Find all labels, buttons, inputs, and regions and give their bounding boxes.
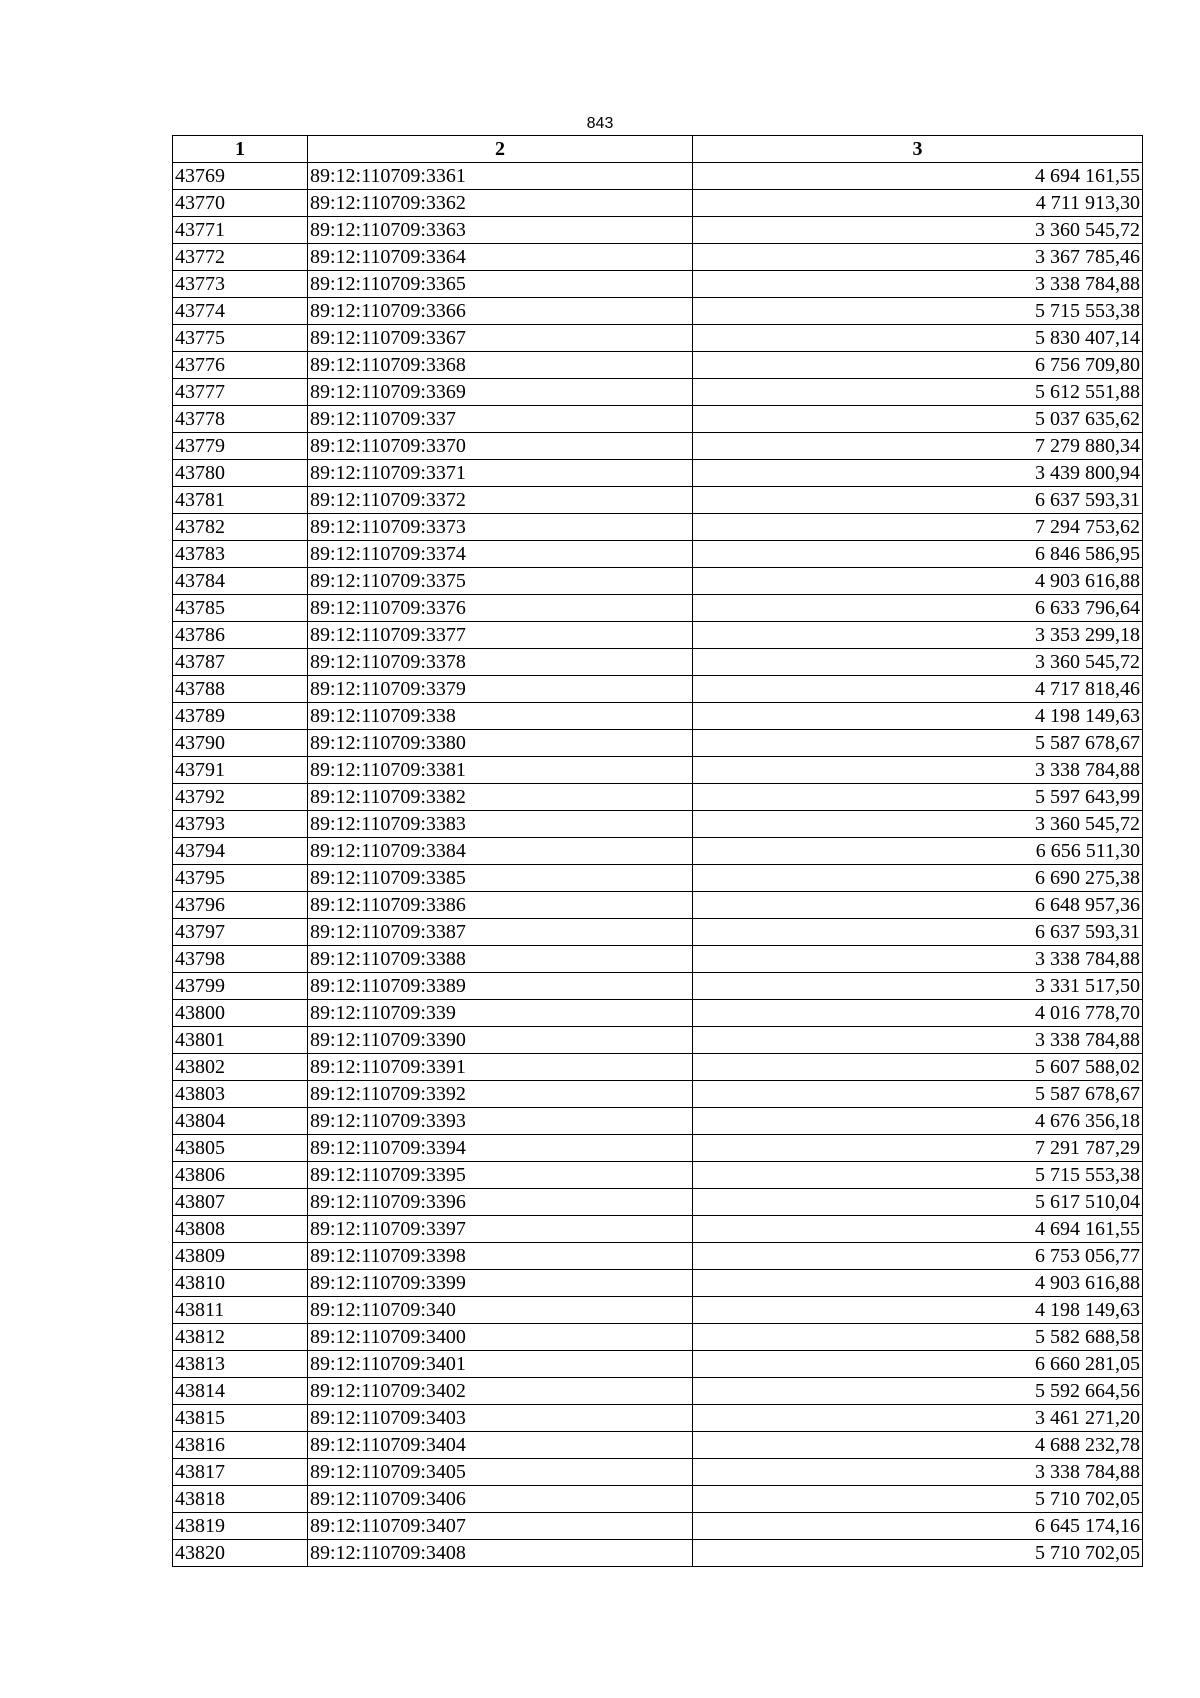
cadastral-number-cell: 89:12:110709:3383 <box>308 811 693 838</box>
cadastral-number-cell: 89:12:110709:3368 <box>308 352 693 379</box>
row-number-cell: 43820 <box>173 1540 308 1567</box>
row-number-cell: 43782 <box>173 514 308 541</box>
value-cell: 6 637 593,31 <box>693 919 1143 946</box>
value-cell: 5 612 551,88 <box>693 379 1143 406</box>
table-row <box>173 1216 1143 1243</box>
cadastral-number-cell: 89:12:110709:3405 <box>308 1459 693 1486</box>
row-number-cell: 43787 <box>173 649 308 676</box>
cadastral-number-cell: 89:12:110709:3395 <box>308 1162 693 1189</box>
table-row <box>173 406 1143 433</box>
table-row <box>173 730 1143 757</box>
row-number-cell: 43814 <box>173 1378 308 1405</box>
cadastral-number-cell: 89:12:110709:3399 <box>308 1270 693 1297</box>
value-cell: 3 360 545,72 <box>693 217 1143 244</box>
table-row <box>173 1162 1143 1189</box>
value-cell: 4 688 232,78 <box>693 1432 1143 1459</box>
table-row <box>173 892 1143 919</box>
row-number-cell: 43780 <box>173 460 308 487</box>
value-cell: 3 338 784,88 <box>693 1027 1143 1054</box>
value-cell: 3 367 785,46 <box>693 244 1143 271</box>
table-row <box>173 1270 1143 1297</box>
value-cell: 5 715 553,38 <box>693 1162 1143 1189</box>
cadastral-number-cell: 89:12:110709:3376 <box>308 595 693 622</box>
row-number-cell: 43813 <box>173 1351 308 1378</box>
value-cell: 3 360 545,72 <box>693 811 1143 838</box>
row-number-cell: 43777 <box>173 379 308 406</box>
table-row <box>173 379 1143 406</box>
value-cell: 6 645 174,16 <box>693 1513 1143 1540</box>
row-number-cell: 43792 <box>173 784 308 811</box>
value-cell: 4 717 818,46 <box>693 676 1143 703</box>
table-row <box>173 1054 1143 1081</box>
value-cell: 5 830 407,14 <box>693 325 1143 352</box>
row-number-cell: 43805 <box>173 1135 308 1162</box>
table-row <box>173 1513 1143 1540</box>
value-cell: 6 633 796,64 <box>693 595 1143 622</box>
value-cell: 6 656 511,30 <box>693 838 1143 865</box>
table-row <box>173 1378 1143 1405</box>
cadastral-number-cell: 89:12:110709:3370 <box>308 433 693 460</box>
value-cell: 5 592 664,56 <box>693 1378 1143 1405</box>
row-number-cell: 43771 <box>173 217 308 244</box>
table-row <box>173 946 1143 973</box>
cadastral-number-cell: 89:12:110709:3361 <box>308 163 693 190</box>
table-row <box>173 973 1143 1000</box>
cadastral-number-cell: 89:12:110709:3375 <box>308 568 693 595</box>
value-cell: 3 439 800,94 <box>693 460 1143 487</box>
cadastral-number-cell: 89:12:110709:3404 <box>308 1432 693 1459</box>
cadastral-number-cell: 89:12:110709:3392 <box>308 1081 693 1108</box>
cadastral-number-cell: 89:12:110709:3382 <box>308 784 693 811</box>
row-number-cell: 43769 <box>173 163 308 190</box>
table-row <box>173 325 1143 352</box>
table-row <box>173 1189 1143 1216</box>
table-row <box>173 919 1143 946</box>
cadastral-number-cell: 89:12:110709:3366 <box>308 298 693 325</box>
table-row <box>173 514 1143 541</box>
cadastral-number-cell: 89:12:110709:3401 <box>308 1351 693 1378</box>
row-number-cell: 43785 <box>173 595 308 622</box>
table-row <box>173 1027 1143 1054</box>
row-number-cell: 43789 <box>173 703 308 730</box>
value-cell: 5 617 510,04 <box>693 1189 1143 1216</box>
row-number-cell: 43772 <box>173 244 308 271</box>
row-number-cell: 43800 <box>173 1000 308 1027</box>
row-number-cell: 43818 <box>173 1486 308 1513</box>
value-cell: 7 291 787,29 <box>693 1135 1143 1162</box>
table-row <box>173 1540 1143 1567</box>
row-number-cell: 43796 <box>173 892 308 919</box>
row-number-cell: 43795 <box>173 865 308 892</box>
value-cell: 6 756 709,80 <box>693 352 1143 379</box>
value-cell: 4 903 616,88 <box>693 568 1143 595</box>
row-number-cell: 43791 <box>173 757 308 784</box>
cadastral-number-cell: 89:12:110709:3396 <box>308 1189 693 1216</box>
value-cell: 6 753 056,77 <box>693 1243 1143 1270</box>
table-row <box>173 703 1143 730</box>
cadastral-number-cell: 89:12:110709:3393 <box>308 1108 693 1135</box>
value-cell: 7 294 753,62 <box>693 514 1143 541</box>
table-row <box>173 811 1143 838</box>
table-row <box>173 1324 1143 1351</box>
value-cell: 4 694 161,55 <box>693 1216 1143 1243</box>
column-header-3: 3 <box>693 136 1143 163</box>
row-number-cell: 43801 <box>173 1027 308 1054</box>
row-number-cell: 43781 <box>173 487 308 514</box>
value-cell: 5 582 688,58 <box>693 1324 1143 1351</box>
value-cell: 3 353 299,18 <box>693 622 1143 649</box>
cadastral-number-cell: 89:12:110709:3364 <box>308 244 693 271</box>
row-number-cell: 43799 <box>173 973 308 1000</box>
table-row <box>173 1135 1143 1162</box>
value-cell: 4 676 356,18 <box>693 1108 1143 1135</box>
cadastral-number-cell: 89:12:110709:339 <box>308 1000 693 1027</box>
value-cell: 4 711 913,30 <box>693 190 1143 217</box>
cadastral-number-cell: 89:12:110709:337 <box>308 406 693 433</box>
row-number-cell: 43790 <box>173 730 308 757</box>
cadastral-number-cell: 89:12:110709:3402 <box>308 1378 693 1405</box>
cadastral-number-cell: 89:12:110709:3391 <box>308 1054 693 1081</box>
row-number-cell: 43783 <box>173 541 308 568</box>
cadastral-number-cell: 89:12:110709:3403 <box>308 1405 693 1432</box>
value-cell: 7 279 880,34 <box>693 433 1143 460</box>
table-row <box>173 298 1143 325</box>
value-cell: 6 690 275,38 <box>693 865 1143 892</box>
row-number-cell: 43810 <box>173 1270 308 1297</box>
table-row <box>173 757 1143 784</box>
table-row <box>173 217 1143 244</box>
cadastral-number-cell: 89:12:110709:3385 <box>308 865 693 892</box>
row-number-cell: 43775 <box>173 325 308 352</box>
row-number-cell: 43794 <box>173 838 308 865</box>
table-row <box>173 1405 1143 1432</box>
row-number-cell: 43804 <box>173 1108 308 1135</box>
row-number-cell: 43798 <box>173 946 308 973</box>
value-cell: 4 694 161,55 <box>693 163 1143 190</box>
cadastral-number-cell: 89:12:110709:3387 <box>308 919 693 946</box>
row-number-cell: 43776 <box>173 352 308 379</box>
registry-table <box>172 135 1143 1567</box>
cadastral-number-cell: 89:12:110709:3377 <box>308 622 693 649</box>
row-number-cell: 43809 <box>173 1243 308 1270</box>
row-number-cell: 43770 <box>173 190 308 217</box>
value-cell: 5 715 553,38 <box>693 298 1143 325</box>
table-row <box>173 1081 1143 1108</box>
cadastral-number-cell: 89:12:110709:3408 <box>308 1540 693 1567</box>
row-number-cell: 43774 <box>173 298 308 325</box>
cadastral-number-cell: 89:12:110709:3369 <box>308 379 693 406</box>
cadastral-number-cell: 89:12:110709:3407 <box>308 1513 693 1540</box>
table-row <box>173 1459 1143 1486</box>
table-body <box>173 163 1143 1567</box>
row-number-cell: 43812 <box>173 1324 308 1351</box>
table-row <box>173 487 1143 514</box>
cadastral-number-cell: 89:12:110709:3380 <box>308 730 693 757</box>
row-number-cell: 43803 <box>173 1081 308 1108</box>
value-cell: 4 198 149,63 <box>693 703 1143 730</box>
row-number-cell: 43793 <box>173 811 308 838</box>
cadastral-number-cell: 89:12:110709:3389 <box>308 973 693 1000</box>
cadastral-number-cell: 89:12:110709:3397 <box>308 1216 693 1243</box>
value-cell: 6 660 281,05 <box>693 1351 1143 1378</box>
value-cell: 4 198 149,63 <box>693 1297 1143 1324</box>
cadastral-number-cell: 89:12:110709:3362 <box>308 190 693 217</box>
table-row <box>173 190 1143 217</box>
value-cell: 3 338 784,88 <box>693 946 1143 973</box>
table-row <box>173 244 1143 271</box>
value-cell: 3 338 784,88 <box>693 271 1143 298</box>
table-row <box>173 1297 1143 1324</box>
row-number-cell: 43817 <box>173 1459 308 1486</box>
cadastral-number-cell: 89:12:110709:3367 <box>308 325 693 352</box>
value-cell: 5 587 678,67 <box>693 730 1143 757</box>
value-cell: 6 846 586,95 <box>693 541 1143 568</box>
table-row <box>173 271 1143 298</box>
cadastral-number-cell: 89:12:110709:3388 <box>308 946 693 973</box>
header-row <box>173 136 1143 163</box>
row-number-cell: 43788 <box>173 676 308 703</box>
cadastral-number-cell: 89:12:110709:3390 <box>308 1027 693 1054</box>
column-header-2: 2 <box>308 136 693 163</box>
cadastral-number-cell: 89:12:110709:3379 <box>308 676 693 703</box>
value-cell: 3 360 545,72 <box>693 649 1143 676</box>
value-cell: 5 607 588,02 <box>693 1054 1143 1081</box>
table-row <box>173 568 1143 595</box>
table-row <box>173 1486 1143 1513</box>
cadastral-number-cell: 89:12:110709:3398 <box>308 1243 693 1270</box>
row-number-cell: 43802 <box>173 1054 308 1081</box>
cadastral-number-cell: 89:12:110709:3384 <box>308 838 693 865</box>
cadastral-number-cell: 89:12:110709:3365 <box>308 271 693 298</box>
row-number-cell: 43819 <box>173 1513 308 1540</box>
row-number-cell: 43773 <box>173 271 308 298</box>
table-row <box>173 1108 1143 1135</box>
row-number-cell: 43786 <box>173 622 308 649</box>
row-number-cell: 43811 <box>173 1297 308 1324</box>
table-row <box>173 649 1143 676</box>
cadastral-number-cell: 89:12:110709:3394 <box>308 1135 693 1162</box>
table-row <box>173 1351 1143 1378</box>
table-row <box>173 460 1143 487</box>
table-row <box>173 352 1143 379</box>
cadastral-number-cell: 89:12:110709:3378 <box>308 649 693 676</box>
page-number: 843 <box>586 115 614 132</box>
value-cell: 6 648 957,36 <box>693 892 1143 919</box>
table-row <box>173 433 1143 460</box>
table-row <box>173 1432 1143 1459</box>
row-number-cell: 43778 <box>173 406 308 433</box>
table-row <box>173 1243 1143 1270</box>
row-number-cell: 43807 <box>173 1189 308 1216</box>
value-cell: 5 037 635,62 <box>693 406 1143 433</box>
value-cell: 3 338 784,88 <box>693 1459 1143 1486</box>
value-cell: 4 903 616,88 <box>693 1270 1143 1297</box>
row-number-cell: 43816 <box>173 1432 308 1459</box>
cadastral-number-cell: 89:12:110709:3371 <box>308 460 693 487</box>
cadastral-number-cell: 89:12:110709:338 <box>308 703 693 730</box>
row-number-cell: 43815 <box>173 1405 308 1432</box>
table-row <box>173 676 1143 703</box>
value-cell: 5 587 678,67 <box>693 1081 1143 1108</box>
cadastral-number-cell: 89:12:110709:3373 <box>308 514 693 541</box>
table-row <box>173 541 1143 568</box>
cadastral-number-cell: 89:12:110709:3374 <box>308 541 693 568</box>
cadastral-number-cell: 89:12:110709:340 <box>308 1297 693 1324</box>
column-header-1: 1 <box>173 136 308 163</box>
value-cell: 5 710 702,05 <box>693 1486 1143 1513</box>
table-row <box>173 784 1143 811</box>
row-number-cell: 43784 <box>173 568 308 595</box>
row-number-cell: 43808 <box>173 1216 308 1243</box>
table-row <box>173 865 1143 892</box>
row-number-cell: 43806 <box>173 1162 308 1189</box>
table-row <box>173 1000 1143 1027</box>
cadastral-number-cell: 89:12:110709:3400 <box>308 1324 693 1351</box>
row-number-cell: 43797 <box>173 919 308 946</box>
value-cell: 3 461 271,20 <box>693 1405 1143 1432</box>
value-cell: 5 710 702,05 <box>693 1540 1143 1567</box>
table-row <box>173 838 1143 865</box>
value-cell: 4 016 778,70 <box>693 1000 1143 1027</box>
table-row <box>173 595 1143 622</box>
table-row <box>173 163 1143 190</box>
value-cell: 6 637 593,31 <box>693 487 1143 514</box>
cadastral-number-cell: 89:12:110709:3372 <box>308 487 693 514</box>
table-row <box>173 622 1143 649</box>
value-cell: 3 338 784,88 <box>693 757 1143 784</box>
cadastral-number-cell: 89:12:110709:3363 <box>308 217 693 244</box>
cadastral-number-cell: 89:12:110709:3381 <box>308 757 693 784</box>
cadastral-number-cell: 89:12:110709:3406 <box>308 1486 693 1513</box>
value-cell: 3 331 517,50 <box>693 973 1143 1000</box>
row-number-cell: 43779 <box>173 433 308 460</box>
value-cell: 5 597 643,99 <box>693 784 1143 811</box>
cadastral-number-cell: 89:12:110709:3386 <box>308 892 693 919</box>
